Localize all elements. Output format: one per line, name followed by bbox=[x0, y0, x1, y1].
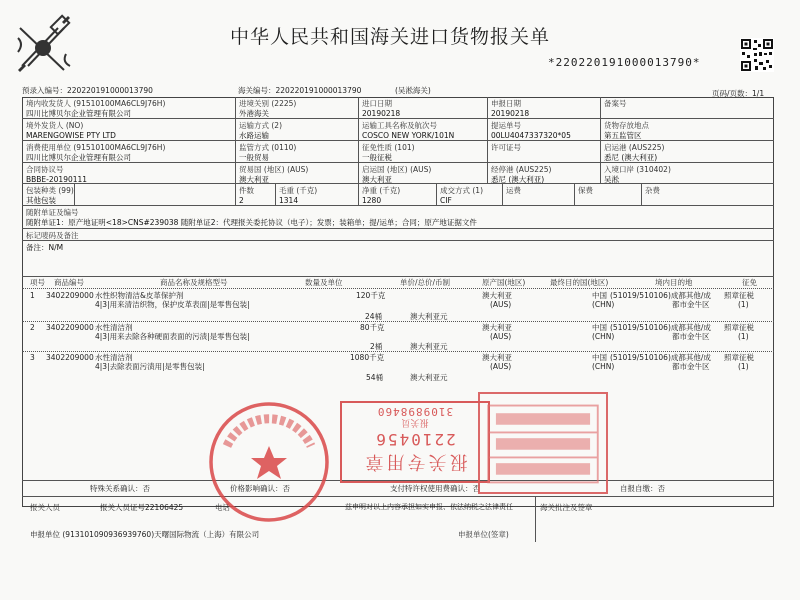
seal-number: 2210456 bbox=[374, 430, 456, 449]
deal-label: 成交方式 (1) bbox=[440, 186, 484, 195]
declarant-label: 报关人员 bbox=[30, 503, 60, 512]
price-impact-confirm: 价格影响确认：否 bbox=[230, 484, 290, 493]
trade-country-value: 澳大利亚 bbox=[239, 175, 269, 184]
storage-label: 货物存放地点 bbox=[604, 121, 649, 130]
entry-port-label: 进境关别 (2225) bbox=[239, 99, 297, 108]
tax-value: 一般征税 bbox=[362, 153, 392, 162]
declare-date-value: 20190218 bbox=[491, 109, 530, 118]
contract-label: 合同协议号 bbox=[26, 165, 64, 174]
packaging-value: 其他包装 bbox=[26, 196, 56, 205]
barcode-number: *220220191000013790* bbox=[548, 56, 701, 69]
marks-label: 标记唛码及备注 bbox=[26, 231, 79, 240]
royalty-confirm: 支付特许权使用费确认：否 bbox=[390, 484, 480, 493]
bl-label: 提运单号 bbox=[491, 121, 521, 130]
agent-seal-label: 申报单位(签章) bbox=[458, 530, 509, 539]
misc-label: 杂费 bbox=[645, 186, 660, 195]
gross-label: 毛重 (千克) bbox=[279, 186, 318, 195]
company-seal-stamp bbox=[205, 398, 333, 526]
net-label: 净重 (千克) bbox=[362, 186, 401, 195]
seal-code-label: 报关员 bbox=[401, 417, 429, 427]
items-header-origin: 原产国(地区) bbox=[482, 278, 526, 287]
self-report-confirm: 自报自缴：否 bbox=[620, 484, 665, 493]
customs-number: 海关编号：220220191000013790 bbox=[238, 86, 362, 95]
departure-port-value: 悉尼 (澳大利亚) bbox=[604, 153, 658, 162]
consignee-label: 境内收发货人 (91510100MA6CL9J76H) bbox=[26, 99, 166, 108]
overseas-shipper-label: 境外发货人 (NO) bbox=[26, 121, 84, 130]
pieces-label: 件数 bbox=[239, 186, 254, 195]
deal-value: CIF bbox=[440, 196, 452, 205]
supervision-value: 一般贸易 bbox=[239, 153, 269, 162]
user-value: 四川比博贝尔企业管理有限公司 bbox=[26, 153, 131, 162]
items-header-qty: 数量及单位 bbox=[305, 278, 343, 287]
customs-declaration-sheet: 中华人民共和国海关进口货物报关单 *220220191000013790* 预录入编号：220220191000013790 海关编号：220220191000013790 (吴淞海关) 页码/页数：1/1 境内收发货人 (91510100MA6CL9J76H) 四川比博贝尔企业管理有限公司 进境关别 (2225) 外港海关 进口日期 20190218 申报日期 20190218 备案号 境外发货人 (NO) MARENGOWISE PTY LTD 运输方式 (2) 水路运输 运输工具名称及航次号 COSCO NEW YORK/101N 提运单号 00LU4047337320*05 货物存放地点 第五监管区 消费使用单位 (91510100MA6CL9J76H) 四川比博贝尔企业管理有限公司 监管方式 (0110) 一般贸易 征免性质 (101) 一般征税 许可证号 启运港 (AUS225) 悉尼 (澳大利亚) 合同协议号 BBBE-20190111 贸易国 (地区) (AUS) 澳大利亚 启运国 (地区) (AUS) 澳大利亚 经停港 (AUS225) 悉尼 (澳大利亚) 入境口岸 (310402) 吴淞 包装种类 (99) 其他包装 件数 2 毛重 (千克) 1314 净重 (千克) 1280 成交方式 (1) CIF 运费 保费 杂费 随附单证及编号 随附单证1：原产地证明<18>CNS#239038 随附单证2：代理报关委托协议（电子）；发票；装箱单；提/运单；合同；原产地证据文件 标记唛码及备注 备注：N/M 项号 商品编号 商品名称及规格型号 数量及单位 单价/总价/币制 原产国(地区) 最终目的国(地区) 境内目的地 征免 1 3402209000 水性织物清洁&皮革保护剂 4|3|用来清洁织物，保护皮革表面|是零售包装| 120千克 24桶 澳大利亚元 澳大利亚 (AUS) 中国 (CHN) (51019/510106)成都其他/成 都市金牛区 照章征税 (1) 2 3402209000 水性清洁剂 4|3|用来去除各种硬面表面的污渍|是零售包装| 80千克 2桶 澳大利亚元 澳大利亚 (AUS) 中国 (CHN) (51019/510106)成都其他/成 都市金牛区 照章征税 (1) 3 3402209000 水性清洁剂 4|3|去除表面污渍用|是零售包装| 1080千克 54桶 澳大利亚元 澳大利亚 (AUS) 中国 (CHN) (51019/510106)成都其他/成 都市金牛区 照章征税 (1) 特殊关系确认：否 价格影响确认：否 支付特许权使用费确认：否 自报自缴：否 报关人员 报关人员证号22106425 电话 兹申明对以上内容承担如实申报、依法纳税之法律责任 海关批注及签章 申报单位 (913101090936939760)天曙国际物流（上海）有限公司 申报单位(签章) 报关专用章 2210456 报关员 3109898460 bbox=[0, 0, 800, 600]
freight-label: 运费 bbox=[506, 186, 521, 195]
user-label: 消费使用单位 (91510100MA6CL9J76H) bbox=[26, 143, 166, 152]
contract-value: BBBE-20190111 bbox=[26, 175, 88, 184]
origin-country-value: 澳大利亚 bbox=[362, 175, 392, 184]
departure-port-label: 启运港 (AUS225) bbox=[604, 143, 665, 152]
gross-value: 1314 bbox=[279, 196, 299, 205]
page-number: 页码/页数：1/1 bbox=[712, 89, 765, 98]
tax-label: 征免性质 (101) bbox=[362, 143, 415, 152]
declare-date-label: 申报日期 bbox=[491, 99, 521, 108]
customs-seal-stamp bbox=[478, 392, 608, 494]
consignee-value: 四川比博贝尔企业管理有限公司 bbox=[26, 109, 131, 118]
docs-value: 随附单证1：原产地证明<18>CNS#239038 随附单证2：代理报关委托协议（电子）；发票；装箱单；提/运单；合同；原产地证据文件 bbox=[26, 218, 477, 227]
vessel-label: 运输工具名称及航次号 bbox=[362, 121, 437, 130]
items-header-price: 单价/总价/币制 bbox=[400, 278, 451, 287]
phone-label: 电话 bbox=[215, 503, 230, 512]
transit-port-label: 经停港 (AUS225) bbox=[491, 165, 552, 174]
declarant-seal-stamp bbox=[335, 395, 495, 490]
marks-value: 备注：N/M bbox=[26, 243, 64, 252]
insurance-label: 保费 bbox=[578, 186, 593, 195]
bl-value: 00LU4047337320*05 bbox=[491, 131, 571, 140]
items-header-code: 商品编号 bbox=[54, 278, 84, 287]
items-header-name: 商品名称及规格型号 bbox=[160, 278, 228, 287]
entry-place-value: 吴淞 bbox=[604, 175, 619, 184]
declarant-cert: 报关人员证号22106425 bbox=[100, 503, 184, 512]
items-header-dest: 最终目的国(地区) bbox=[550, 278, 609, 287]
special-relation-confirm: 特殊关系确认：否 bbox=[90, 484, 150, 493]
import-date-label: 进口日期 bbox=[362, 99, 392, 108]
seal-text: 报关专用章 bbox=[362, 451, 468, 472]
packaging-label: 包装种类 (99) bbox=[26, 186, 74, 195]
license-label: 许可证号 bbox=[491, 143, 521, 152]
qr-code-icon bbox=[740, 38, 774, 72]
record-no-label: 备案号 bbox=[604, 99, 627, 108]
storage-value: 第五监管区 bbox=[604, 131, 642, 140]
entry-place-label: 入境口岸 (310402) bbox=[604, 165, 671, 174]
transit-port-value: 悉尼 (澳大利亚) bbox=[491, 175, 545, 184]
trade-country-label: 贸易国 (地区) (AUS) bbox=[239, 165, 309, 174]
supervision-label: 监管方式 (0110) bbox=[239, 143, 297, 152]
items-header-levy: 征免 bbox=[742, 278, 757, 287]
seal-code: 3109898460 bbox=[376, 405, 454, 418]
items-header-no: 项号 bbox=[30, 278, 45, 287]
docs-label: 随附单证及编号 bbox=[26, 208, 79, 217]
items-header-domestic: 境内目的地 bbox=[655, 278, 693, 287]
vessel-value: COSCO NEW YORK/101N bbox=[362, 131, 455, 140]
agent-unit: 申报单位 (913101090936939760)天曙国际物流（上海）有限公司 bbox=[30, 530, 260, 539]
pieces-value: 2 bbox=[239, 196, 244, 205]
customs-note-label: 海关批注及签章 bbox=[540, 503, 593, 512]
overseas-shipper-value: MARENGOWISE PTY LTD bbox=[26, 131, 116, 140]
transport-mode-value: 水路运输 bbox=[239, 131, 269, 140]
entry-port-value: 外港海关 bbox=[239, 109, 269, 118]
import-date-value: 20190218 bbox=[362, 109, 401, 118]
net-value: 1280 bbox=[362, 196, 382, 205]
origin-country-label: 启运国 (地区) (AUS) bbox=[362, 165, 432, 174]
declaration-statement: 兹申明对以上内容承担如实申报、依法纳税之法律责任 bbox=[345, 503, 513, 511]
document-title: 中华人民共和国海关进口货物报关单 bbox=[230, 26, 551, 48]
customs-name: (吴淞海关) bbox=[395, 86, 431, 95]
transport-mode-label: 运输方式 (2) bbox=[239, 121, 283, 130]
customs-emblem-icon bbox=[12, 14, 74, 76]
preentry-number: 预录入编号：220220191000013790 bbox=[22, 86, 153, 95]
